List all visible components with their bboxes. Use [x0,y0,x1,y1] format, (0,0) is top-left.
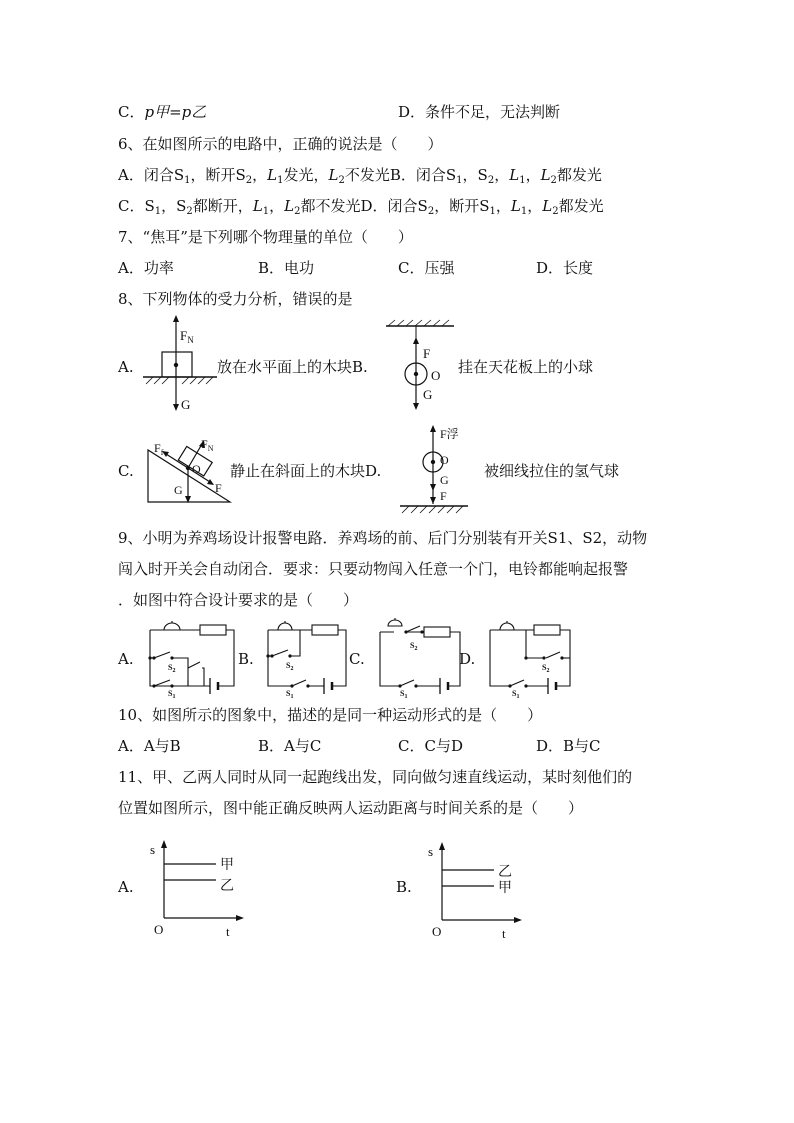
q11-graph-a [146,838,256,938]
svg-text:Ff: $F_f$ [154,441,164,457]
svg-text:S2: $S_2$ [168,663,176,674]
q9-circuit-b [262,616,352,700]
q9-label-c: C. [349,650,365,668]
q11-graph-a-label: A. [118,878,134,896]
svg-text:S2: $S_2$ [542,663,550,674]
svg-text:G: G [174,483,183,497]
q10-option-c: C．C与D [398,737,463,755]
svg-text:F: F [423,346,431,361]
q6-options-cd: C．$S_1$，$S_2$都断开，$L_1$，$L_2$都不发光D．闭合$S_2$，断开$S_1$，$L_1$，$L_2$都发光 [118,197,604,217]
svg-text:S2: $S_2$ [410,641,418,652]
q8-label-c: C. [118,462,134,480]
svg-text:乙: 乙 [498,865,512,880]
q9-circuit-a [146,616,238,700]
q7-option-d: D．长度 [536,259,594,277]
q11-graph-b-label: B. [396,878,412,896]
q8-label-a: A. [118,358,134,376]
q8-figure-c [146,428,234,508]
svg-text:O: O [440,453,449,467]
q5-option-c-formula: p甲=p乙 [144,103,207,121]
svg-text:G: G [440,473,449,487]
svg-text:G: G [423,387,433,402]
q9-circuit-d [486,616,576,700]
q5-option-d: D．条件不足，无法判断 [398,103,561,121]
svg-text:F: F [440,489,447,503]
svg-text:甲: 甲 [498,881,512,896]
q9-label-d: D. [459,650,476,668]
q7-option-a: A．功率 [118,259,174,277]
svg-text:甲: 甲 [220,858,234,873]
svg-text:s: s [428,844,434,859]
svg-text:FN: $F_N$ [180,328,194,345]
q9-label-b: B. [238,650,254,668]
q9-line-2: 闯入时开关会自动闭合．要求：只要动物闯入任意一个门，电铃都能响起报警 [118,560,629,578]
svg-text:t: t [502,926,506,941]
svg-text:O: O [431,368,441,383]
q5-option-c-label: C． [118,103,145,121]
svg-text:S1: $S_1$ [400,689,408,700]
q11-line-2: 位置如图所示，图中能正确反映两人运动距离与时间关系的是（ ） [118,799,584,817]
svg-text:t: t [226,924,230,939]
q6-options-ab: A．闭合$S_1$，断开$S_2$，$L_1$发光，$L_2$不发光B．闭合$S_1$，$S_2$，$L_1$，$L_2$都发光 [118,166,602,186]
svg-text:F: F [215,481,222,495]
svg-text:s: s [150,842,156,857]
q7-option-c: C．压强 [398,259,455,277]
q10-stem: 10、如图所示的图象中，描述的是同一种运动形式的是（ ） [118,706,543,724]
svg-text:乙: 乙 [220,879,234,894]
q7-stem: 7、“焦耳”是下列哪个物理量的单位（ ） [118,228,413,246]
q9-label-a: A. [118,650,134,668]
q11-line-1: 11、甲、乙两人同时从同一起跑线出发，同向做匀速直线运动，某时刻他们的 [118,768,633,786]
svg-text:S1: $S_1$ [512,689,520,700]
svg-text:FN: $F_N$ [201,437,214,453]
q8-figure-d [396,424,486,514]
q11-graph-b [424,840,534,940]
q8-desc-a: 放在水平面上的木块B. [217,358,368,376]
q8-desc-d: 被细线拉住的氢气球 [484,462,620,480]
q9-line-1: 9、小明为养鸡场设计报警电路．养鸡场的前、后门分别装有开关S1、S2，动物 [118,529,648,547]
q5-option-c [118,102,206,122]
svg-text:O: O [154,922,164,937]
q8-desc-c: 静止在斜面上的木块D. [230,462,382,480]
q7-option-b: B．电功 [258,259,315,277]
svg-text:O: O [432,924,442,939]
svg-text:G: G [181,397,191,412]
svg-text:O: O [192,462,201,476]
q8-stem: 8、下列物体的受力分析，错误的是 [118,290,353,308]
q8-desc-b: 挂在天花板上的小球 [458,358,594,376]
q8-figure-a [140,312,220,412]
q10-option-a: A．A与B [118,737,181,755]
q9-circuit-c [376,612,466,700]
svg-text:S1: $S_1$ [168,689,176,700]
svg-text:S1: $S_1$ [286,689,294,700]
q6-stem: 6、在如图所示的电路中，正确的说法是（ ） [118,135,443,153]
q10-option-d: D．B与C [536,737,601,755]
q9-line-3: ．如图中符合设计要求的是（ ） [118,591,359,609]
q8-figure-b [382,320,462,412]
q10-option-b: B．A与C [258,737,322,755]
svg-text:F浮: F浮 [440,427,459,441]
svg-text:S2: $S_2$ [286,661,294,672]
